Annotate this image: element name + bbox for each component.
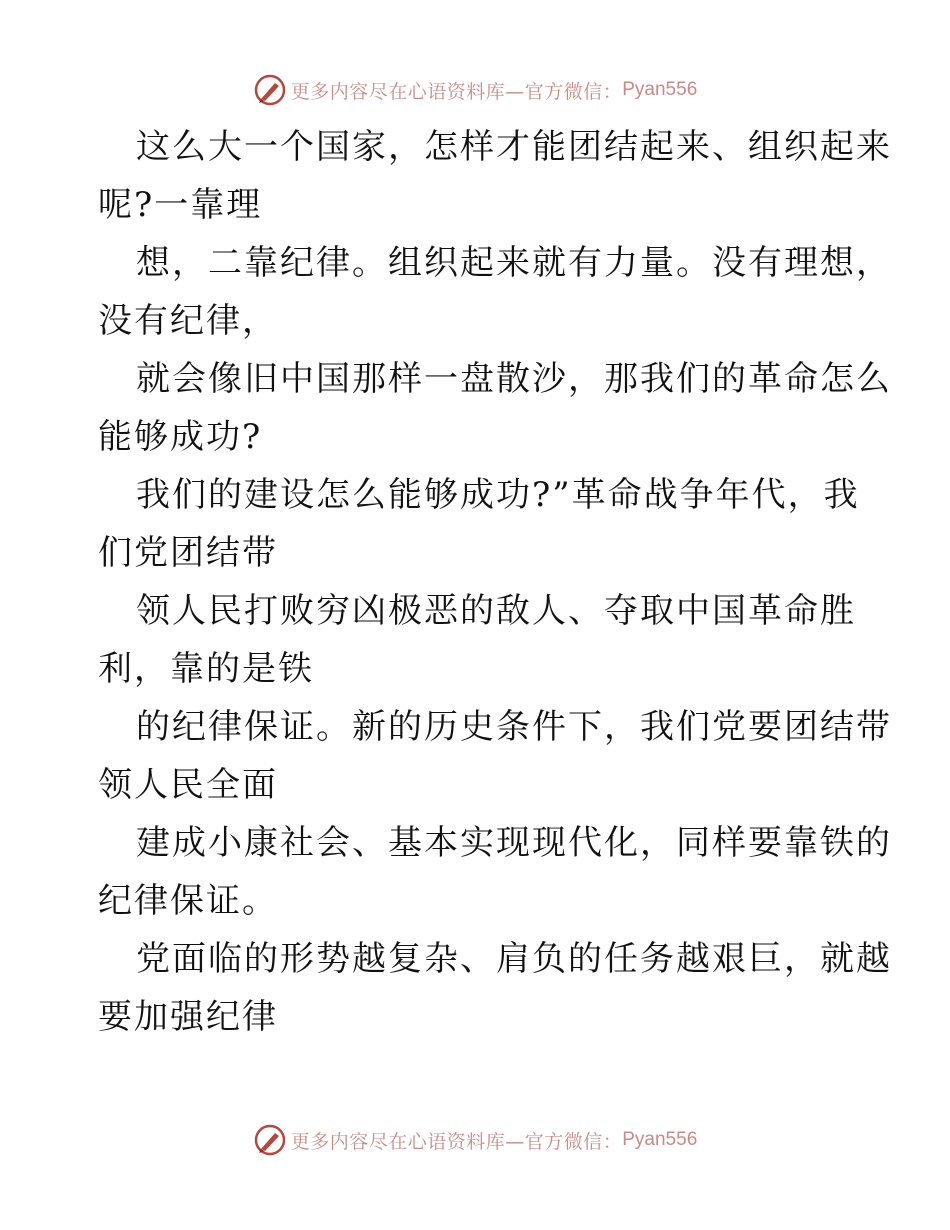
header-watermark-text: 更多内容尽在心语资料库—官方微信： bbox=[290, 80, 623, 103]
text-line: 能够成功? bbox=[98, 417, 263, 457]
text-line: 党面临的形势越复杂、肩负的任务越艰巨，就越 bbox=[136, 939, 892, 979]
footer-watermark bbox=[0, 1120, 950, 1160]
header-wechat-id: Pyan556 bbox=[622, 79, 698, 100]
text-line: 没有纪律， bbox=[98, 301, 278, 341]
text-line: 领人民打败穷凶极恶的敌人、夺取中国革命胜 bbox=[136, 591, 856, 631]
body-text bbox=[98, 118, 892, 1046]
pen-logo-icon bbox=[253, 73, 287, 107]
header-watermark bbox=[0, 70, 950, 110]
footer-watermark-text: 更多内容尽在心语资料库—官方微信： bbox=[290, 1130, 623, 1153]
text-line: 纪律保证。 bbox=[98, 881, 278, 921]
footer-wechat-id: Pyan556 bbox=[622, 1129, 698, 1150]
pen-logo-icon bbox=[253, 1123, 287, 1157]
text-line: 要加强纪律 bbox=[98, 997, 278, 1037]
text-line: 们党团结带 bbox=[98, 533, 278, 573]
text-line: 这么大一个国家，怎样才能团结起来、组织起来 bbox=[136, 127, 892, 167]
text-line: 利，靠的是铁 bbox=[98, 649, 314, 689]
text-line: 的纪律保证。新的历史条件下，我们党要团结带 bbox=[136, 707, 892, 747]
text-line: 想，二靠纪律。组织起来就有力量。没有理想， bbox=[136, 243, 892, 283]
text-line: 建成小康社会、基本实现现代化，同样要靠铁的 bbox=[136, 823, 892, 863]
text-line: 就会像旧中国那样一盘散沙，那我们的革命怎么 bbox=[136, 359, 892, 399]
text-line: 我们的建设怎么能够成功?”革命战争年代，我 bbox=[136, 475, 860, 515]
text-line: 呢?一靠理 bbox=[98, 185, 263, 225]
text-line: 领人民全面 bbox=[98, 765, 278, 805]
